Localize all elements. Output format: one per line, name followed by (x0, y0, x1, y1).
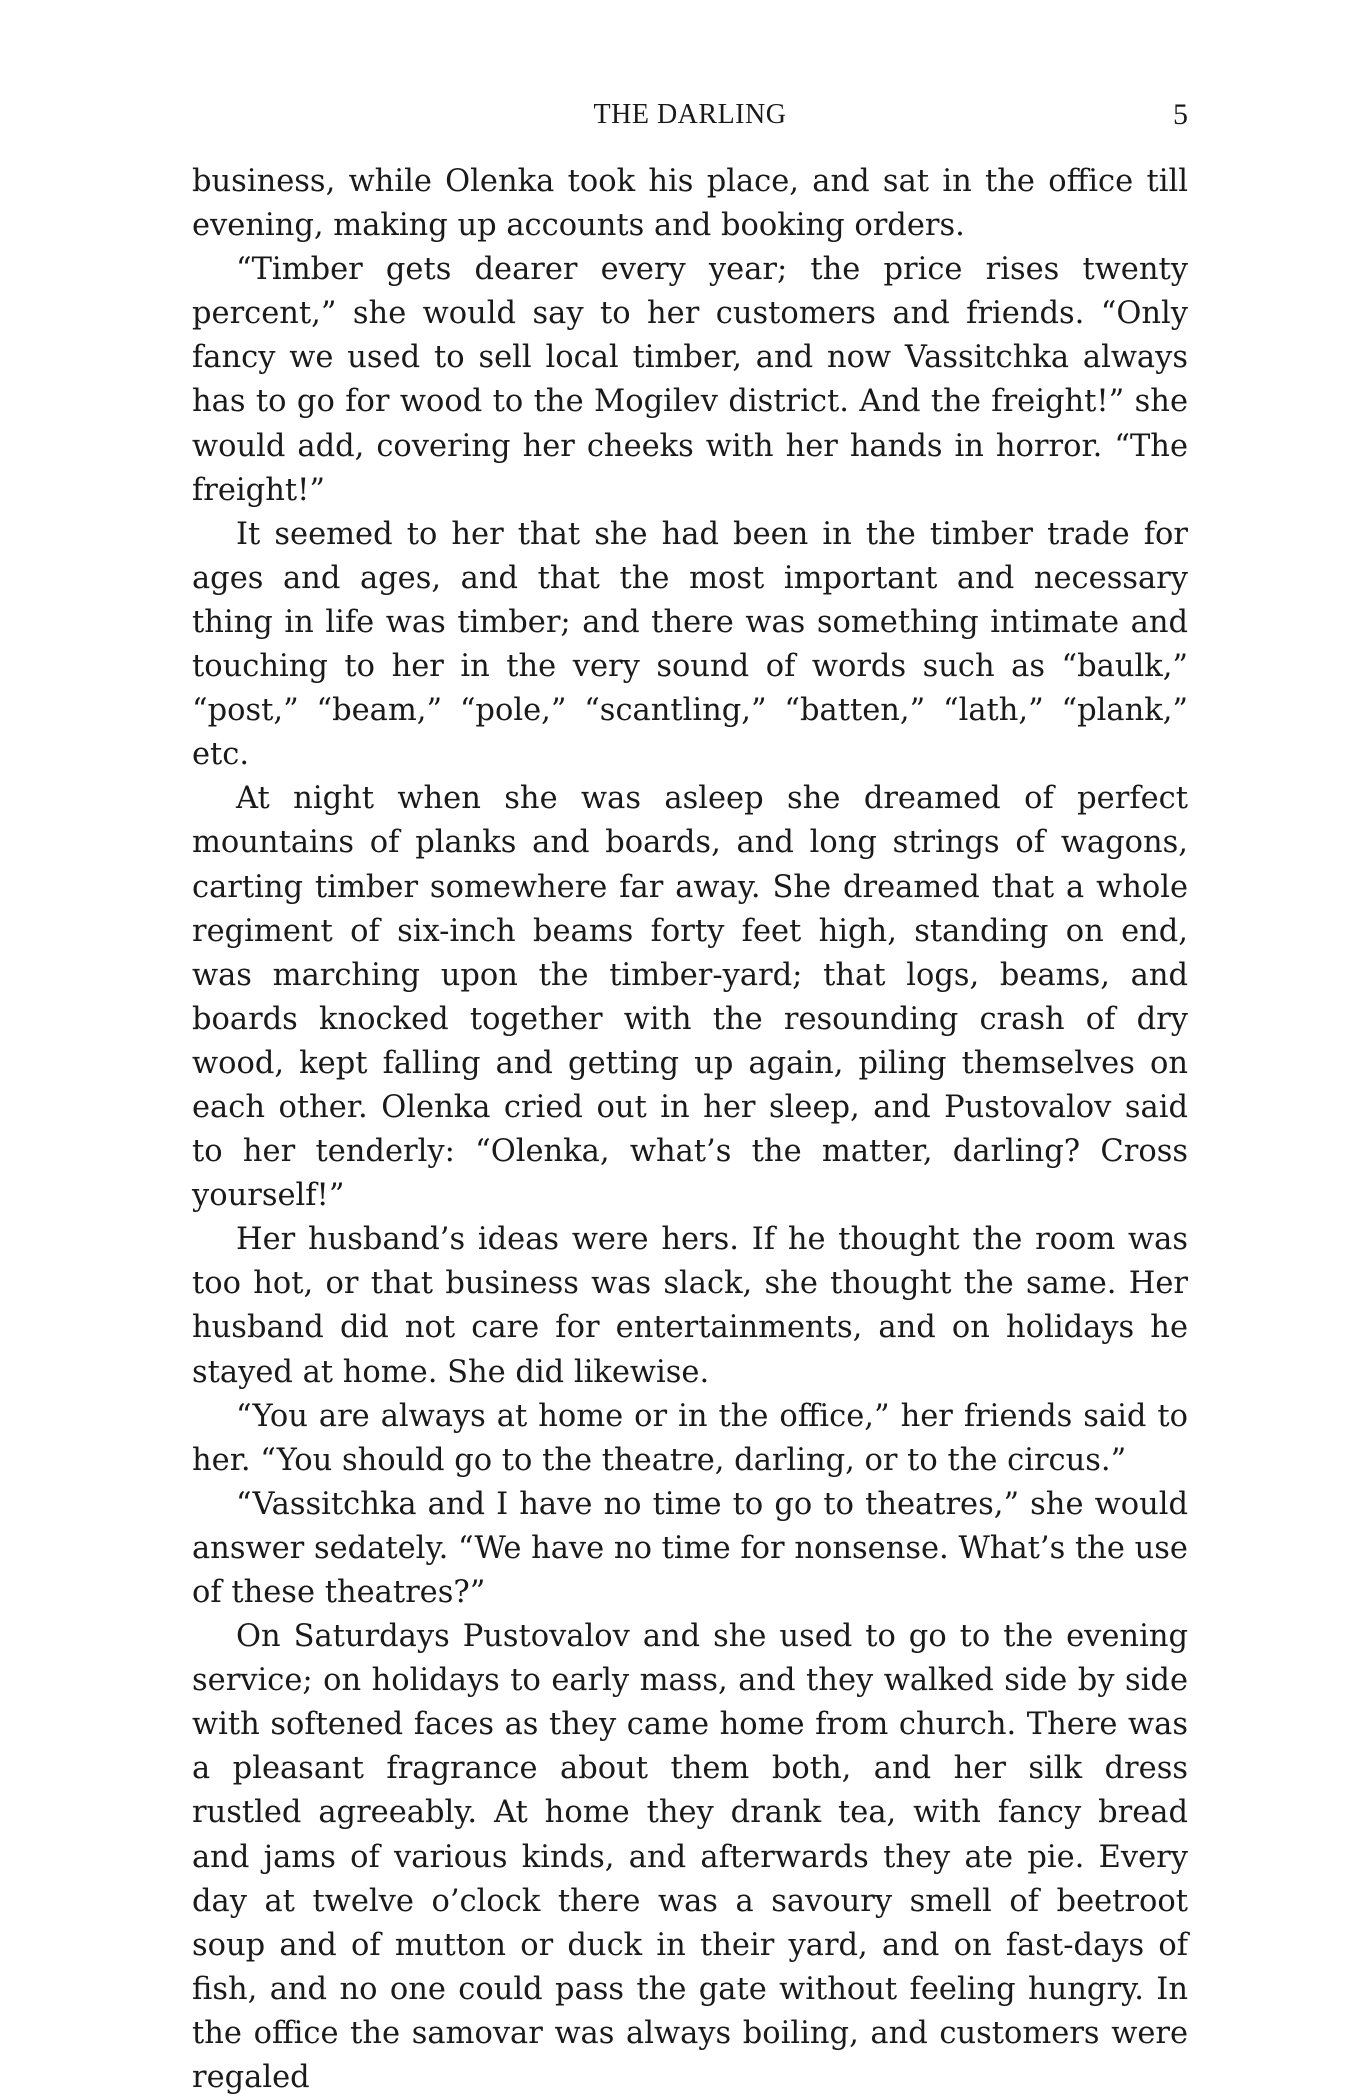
paragraph: “Vassitchka and I have no time to go to theatres,” she would answer sedately. “We have no time for nonsense. What’s the use of these theatres?” (192, 1486, 1188, 1610)
running-title: THE DARLING (593, 99, 787, 130)
paragraph: At night when she was asleep she dreamed of perfect mountains of planks and boards, and long strings of wagons, carting timber somewhere far away. She dreamed that a whole regiment of six-inch beams forty feet high, standing on end, was marching upon the timber-yard; that logs, beams, and boards knocked together with the resounding crash of dry wood, kept falling and getting up again, piling themselves on each other. Olenka cried out in her sleep, and Pustovalov said to her tenderly: “Olenka, what’s the matter, darling? Cross yourself!” (192, 781, 1188, 1214)
paragraph: On Saturdays Pustovalov and she used to go to the evening service; on holidays to early mass, and they walked side by side with softened faces as they came home from church. There was a pleasant fragrance about them both, and her silk dress rustled agreeably. At home they drank tea, with fancy bread and jams of various kinds, and afterwards they ate pie. Every day at twelve o’clock there was a savoury smell of beetroot soup and of mutton or duck in their yard, and on fast-days of fish, and no one could pass the gate without feeling hungry. In the office the samovar was always boiling, and customers were regaled (192, 1619, 1188, 2096)
page-number: 5 (1173, 98, 1188, 131)
body-text (192, 160, 1188, 2096)
running-head (192, 95, 1188, 135)
paragraph: business, while Olenka took his place, and sat in the office till evening, making up accounts and booking orders. (192, 164, 1188, 244)
paragraph: It seemed to her that she had been in the timber trade for ages and ages, and that the most important and necessary thing in life was timber; and there was something intimate and touching to her in the very sound of words such as “baulk,” “post,” “beam,” “pole,” “scantling,” “batten,” “lath,” “plank,” etc. (192, 516, 1188, 773)
paragraph: Her husband’s ideas were hers. If he thought the room was too hot, or that business was slack, she thought the same. Her husband did not care for entertainments, and on holidays he stayed at home. She did likewise. (192, 1222, 1188, 1390)
paragraph: “You are always at home or in the office,” her friends said to her. “You should go to the theatre, darling, or to the circus.” (192, 1398, 1188, 1478)
paragraph: “Timber gets dearer every year; the price rises twenty percent,” she would say to her customers and friends. “Only fancy we used to sell local timber, and now Vassitchka always has to go for wood to the Mogilev district. And the freight!” she would add, covering her cheeks with her hands in horror. “The freight!” (192, 252, 1188, 508)
